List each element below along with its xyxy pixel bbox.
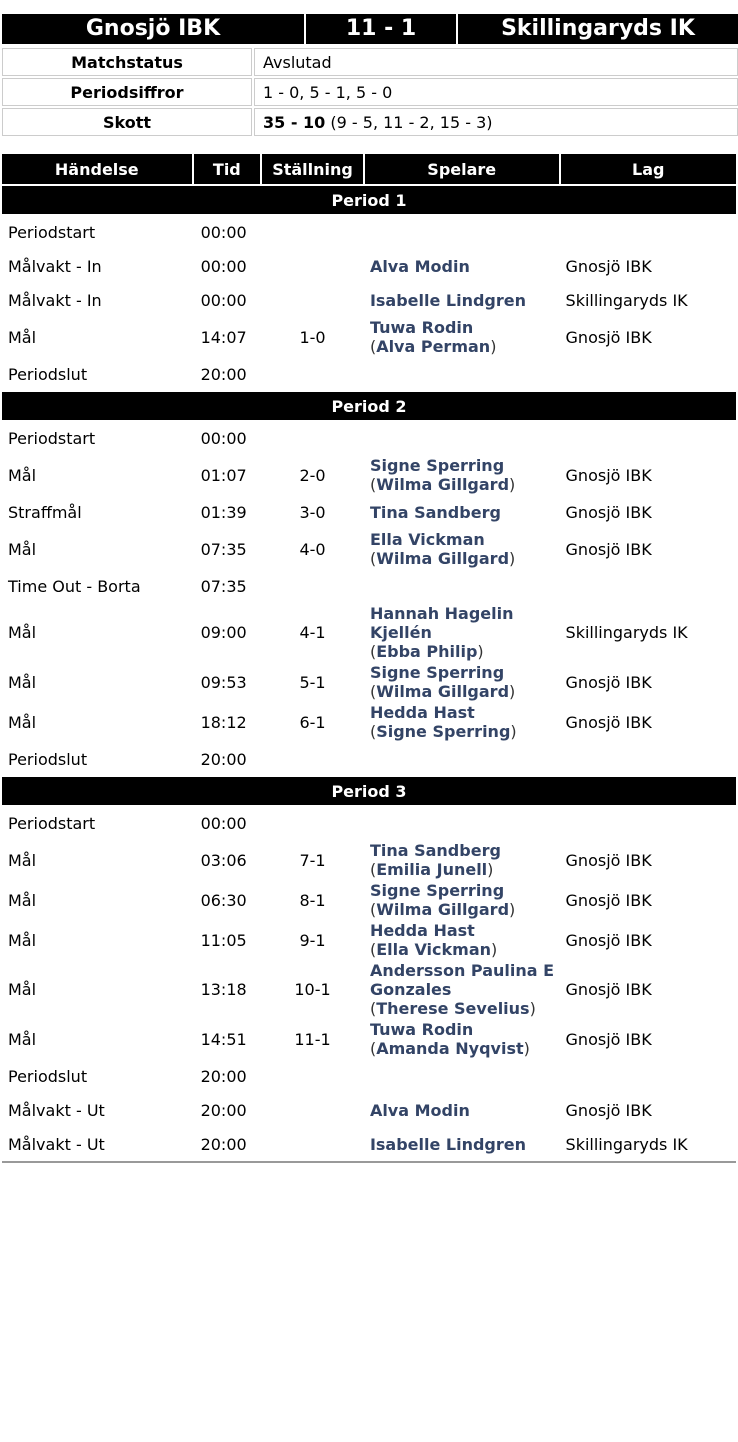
player-link[interactable]: Hannah Hagelin Kjellén <box>369 604 514 642</box>
period-header-row <box>2 777 736 805</box>
event-team[interactable] <box>561 216 736 248</box>
event-score <box>262 807 363 839</box>
away-team-name[interactable]: Skillingaryds IK <box>458 14 738 44</box>
event-row <box>2 1060 736 1092</box>
assist-open-paren: ( <box>369 722 377 741</box>
event-team[interactable]: Gnosjö IBK <box>565 712 652 732</box>
event-type: Mål <box>8 672 37 692</box>
assist-open-paren: ( <box>369 549 377 568</box>
event-score: 6-1 <box>299 712 326 732</box>
event-type: Straffmål <box>8 502 82 522</box>
assist-player-link[interactable]: Wilma Gillgard <box>376 549 510 568</box>
event-player-cell <box>365 530 559 568</box>
event-time: 11:05 <box>200 930 247 950</box>
event-row <box>2 1020 736 1058</box>
event-player-cell <box>365 1020 559 1058</box>
assist-player-link[interactable]: Ella Vickman <box>376 940 492 959</box>
event-time: 00:00 <box>200 256 247 276</box>
player-link[interactable]: Andersson Paulina E Gonzales <box>369 961 555 999</box>
event-team[interactable]: Gnosjö IBK <box>565 930 652 950</box>
event-time: 00:00 <box>200 290 247 310</box>
event-score: 10-1 <box>294 980 331 999</box>
bottom-divider <box>2 1161 736 1163</box>
assist-player-link[interactable]: Wilma Gillgard <box>376 900 510 919</box>
event-time: 20:00 <box>200 1134 247 1154</box>
event-player-cell <box>365 743 559 775</box>
assist-open-paren: ( <box>369 940 377 959</box>
event-score: 1-0 <box>299 327 326 347</box>
event-team[interactable]: Gnosjö IBK <box>565 1100 652 1120</box>
event-time: 13:18 <box>200 980 247 999</box>
event-team[interactable]: Gnosjö IBK <box>565 890 652 910</box>
assist-close-paren: ) <box>509 549 516 568</box>
event-type: Mål <box>8 623 37 642</box>
event-player-cell <box>365 284 559 316</box>
event-player-cell <box>365 841 559 879</box>
event-row <box>2 1094 736 1126</box>
period-scores-value: 1 - 0, 5 - 1, 5 - 0 <box>254 78 738 106</box>
assist-player-link[interactable]: Signe Sperring <box>376 722 511 741</box>
status-label: Matchstatus <box>2 48 252 76</box>
event-time: 14:07 <box>200 327 247 347</box>
col-header-player: Spelare <box>365 154 559 184</box>
event-player-cell <box>365 456 559 494</box>
event-score: 7-1 <box>299 850 326 870</box>
event-row <box>2 530 736 568</box>
event-time: 01:07 <box>200 465 247 485</box>
event-time: 01:39 <box>200 502 247 522</box>
event-type: Mål <box>8 930 37 950</box>
event-player-cell <box>365 318 559 356</box>
event-player-cell <box>365 604 559 661</box>
event-team[interactable] <box>561 1060 736 1092</box>
period-scores-label: Periodsiffror <box>2 78 252 106</box>
event-row <box>2 284 736 316</box>
event-player-cell <box>365 663 559 701</box>
event-type: Mål <box>8 712 37 732</box>
event-team[interactable] <box>561 570 736 602</box>
event-team[interactable]: Gnosjö IBK <box>565 1029 652 1049</box>
event-player-cell <box>365 496 559 528</box>
event-type: Periodstart <box>8 428 96 448</box>
event-type: Periodstart <box>8 813 96 833</box>
event-player-cell <box>365 1128 559 1160</box>
event-type: Målvakt - Ut <box>8 1100 105 1120</box>
shots-value <box>254 108 738 136</box>
event-player-cell <box>365 1094 559 1126</box>
event-type: Mål <box>8 980 37 999</box>
event-row <box>2 841 736 879</box>
event-type: Mål <box>8 465 37 485</box>
event-row <box>2 961 736 1018</box>
event-row <box>2 496 736 528</box>
event-row <box>2 358 736 390</box>
event-type: Periodslut <box>8 1066 88 1086</box>
event-type: Periodstart <box>8 222 96 242</box>
assist-open-paren: ( <box>369 682 377 701</box>
events-body <box>2 186 736 1160</box>
col-header-score: Ställning <box>262 154 363 184</box>
assist-player-link[interactable]: Wilma Gillgard <box>376 682 510 701</box>
assist-close-paren: ) <box>510 722 517 741</box>
event-time: 00:00 <box>200 428 247 448</box>
score-header <box>0 12 738 46</box>
event-team[interactable]: Skillingaryds IK <box>565 290 688 310</box>
assist-close-paren: ) <box>477 642 484 661</box>
event-type: Time Out - Borta <box>8 576 141 596</box>
event-time: 09:00 <box>200 623 247 642</box>
assist-open-paren: ( <box>369 860 377 879</box>
player-link[interactable]: Tuwa Rodin <box>369 1020 474 1039</box>
event-player-cell <box>365 807 559 839</box>
event-row <box>2 743 736 775</box>
event-score: 2-0 <box>299 465 326 485</box>
event-player-cell <box>365 250 559 282</box>
event-time: 20:00 <box>200 749 247 769</box>
event-score: 4-0 <box>299 539 326 559</box>
event-score: 9-1 <box>299 930 326 950</box>
event-team[interactable]: Gnosjö IBK <box>565 980 652 999</box>
final-score: 11 - 1 <box>306 14 456 44</box>
event-type: Mål <box>8 850 37 870</box>
event-team[interactable] <box>561 422 736 454</box>
event-row <box>2 921 736 959</box>
shots-breakdown: (9 - 5, 11 - 2, 15 - 3) <box>330 112 493 132</box>
assist-open-paren: ( <box>369 999 377 1018</box>
period-header-row <box>2 392 736 420</box>
player-link[interactable]: Hedda Hast <box>369 921 475 940</box>
event-time: 09:53 <box>200 672 247 692</box>
event-row <box>2 807 736 839</box>
event-player-cell <box>365 216 559 248</box>
event-player-cell <box>365 1060 559 1092</box>
event-time: 06:30 <box>200 890 247 910</box>
event-row <box>2 216 736 248</box>
event-score <box>262 250 363 282</box>
event-time: 20:00 <box>200 1100 247 1120</box>
event-time: 07:35 <box>200 576 247 596</box>
event-score <box>262 216 363 248</box>
event-score <box>262 1060 363 1092</box>
event-row <box>2 663 736 701</box>
event-player-cell <box>365 961 559 1018</box>
player-link[interactable]: Alva Modin <box>369 256 470 276</box>
event-player-cell <box>365 921 559 959</box>
assist-close-paren: ) <box>487 860 494 879</box>
event-row <box>2 703 736 741</box>
assist-player-link[interactable]: Alva Perman <box>376 337 491 356</box>
event-score <box>262 422 363 454</box>
event-type: Mål <box>8 1029 37 1049</box>
event-player-cell <box>365 881 559 919</box>
match-page <box>0 12 738 1163</box>
player-link[interactable]: Hedda Hast <box>369 703 475 722</box>
event-type: Periodslut <box>8 364 88 384</box>
event-row <box>2 422 736 454</box>
event-team[interactable] <box>561 743 736 775</box>
event-time: 00:00 <box>200 813 247 833</box>
home-team-name[interactable]: Gnosjö IBK <box>2 14 304 44</box>
player-link[interactable]: Isabelle Lindgren <box>369 1134 527 1154</box>
event-team[interactable]: Gnosjö IBK <box>565 539 652 559</box>
event-row <box>2 1128 736 1160</box>
assist-open-paren: ( <box>369 642 377 661</box>
event-row <box>2 456 736 494</box>
event-score <box>262 1128 363 1160</box>
event-team[interactable]: Skillingaryds IK <box>565 623 688 642</box>
period-title: Period 1 <box>2 186 736 214</box>
event-time: 18:12 <box>200 712 247 732</box>
event-score <box>262 358 363 390</box>
assist-close-paren: ) <box>523 1039 530 1058</box>
event-score <box>262 570 363 602</box>
assist-close-paren: ) <box>529 999 536 1018</box>
period-title: Period 2 <box>2 392 736 420</box>
event-type: Periodslut <box>8 749 88 769</box>
events-table <box>0 152 738 1162</box>
player-link[interactable]: Tina Sandberg <box>369 502 501 522</box>
player-link[interactable]: Tina Sandberg <box>369 841 501 860</box>
event-time: 14:51 <box>200 1029 247 1049</box>
shots-label: Skott <box>2 108 252 136</box>
assist-open-paren: ( <box>369 1039 377 1058</box>
assist-player-link[interactable]: Ebba Philip <box>376 642 478 661</box>
assist-close-paren: ) <box>509 475 516 494</box>
event-row <box>2 250 736 282</box>
event-type: Mål <box>8 890 37 910</box>
event-type: Målvakt - Ut <box>8 1134 105 1154</box>
player-link[interactable]: Signe Sperring <box>369 663 505 682</box>
player-link[interactable]: Tuwa Rodin <box>369 318 474 337</box>
event-player-cell <box>365 570 559 602</box>
event-row <box>2 881 736 919</box>
assist-open-paren: ( <box>369 475 377 494</box>
assist-close-paren: ) <box>491 940 498 959</box>
event-score <box>262 1094 363 1126</box>
event-score: 5-1 <box>299 672 326 692</box>
event-score <box>262 284 363 316</box>
event-score: 3-0 <box>299 502 326 522</box>
assist-close-paren: ) <box>490 337 497 356</box>
event-type: Målvakt - In <box>8 256 102 276</box>
assist-close-paren: ) <box>509 900 516 919</box>
event-team[interactable]: Gnosjö IBK <box>565 502 652 522</box>
event-time: 20:00 <box>200 1066 247 1086</box>
status-value: Avslutad <box>254 48 738 76</box>
event-score: 4-1 <box>299 623 326 642</box>
event-team[interactable]: Skillingaryds IK <box>565 1134 688 1154</box>
event-team[interactable] <box>561 807 736 839</box>
event-player-cell <box>365 422 559 454</box>
event-type: Mål <box>8 539 37 559</box>
event-time: 20:00 <box>200 364 247 384</box>
period-header-row <box>2 186 736 214</box>
event-time: 03:06 <box>200 850 247 870</box>
event-row <box>2 604 736 661</box>
assist-open-paren: ( <box>369 900 377 919</box>
event-team[interactable]: Gnosjö IBK <box>565 672 652 692</box>
event-team[interactable]: Gnosjö IBK <box>565 465 652 485</box>
event-score: 11-1 <box>294 1029 331 1049</box>
event-team[interactable]: Gnosjö IBK <box>565 850 652 870</box>
col-header-team: Lag <box>561 154 736 184</box>
event-score <box>262 743 363 775</box>
player-link[interactable]: Isabelle Lindgren <box>369 290 527 310</box>
event-time: 00:00 <box>200 222 247 242</box>
match-info-table <box>0 46 738 138</box>
event-row <box>2 318 736 356</box>
player-link[interactable]: Signe Sperring <box>369 881 505 900</box>
player-link[interactable]: Signe Sperring <box>369 456 505 475</box>
col-header-event: Händelse <box>2 154 192 184</box>
period-title: Period 3 <box>2 777 736 805</box>
assist-player-link[interactable]: Amanda Nyqvist <box>376 1039 524 1058</box>
event-row <box>2 570 736 602</box>
event-time: 07:35 <box>200 539 247 559</box>
assist-open-paren: ( <box>369 337 377 356</box>
event-team[interactable] <box>561 358 736 390</box>
event-team[interactable]: Gnosjö IBK <box>565 327 652 347</box>
assist-player-link[interactable]: Emilia Junell <box>376 860 488 879</box>
event-player-cell <box>365 703 559 741</box>
assist-player-link[interactable]: Wilma Gillgard <box>376 475 510 494</box>
shots-total: 35 - 10 <box>263 112 326 132</box>
player-link[interactable]: Alva Modin <box>369 1100 470 1120</box>
event-score: 8-1 <box>299 890 326 910</box>
assist-player-link[interactable]: Therese Sevelius <box>376 999 530 1018</box>
col-header-time: Tid <box>194 154 261 184</box>
event-team[interactable]: Gnosjö IBK <box>565 256 652 276</box>
event-player-cell <box>365 358 559 390</box>
assist-close-paren: ) <box>509 682 516 701</box>
event-type: Mål <box>8 327 37 347</box>
event-type: Målvakt - In <box>8 290 102 310</box>
player-link[interactable]: Ella Vickman <box>369 530 485 549</box>
